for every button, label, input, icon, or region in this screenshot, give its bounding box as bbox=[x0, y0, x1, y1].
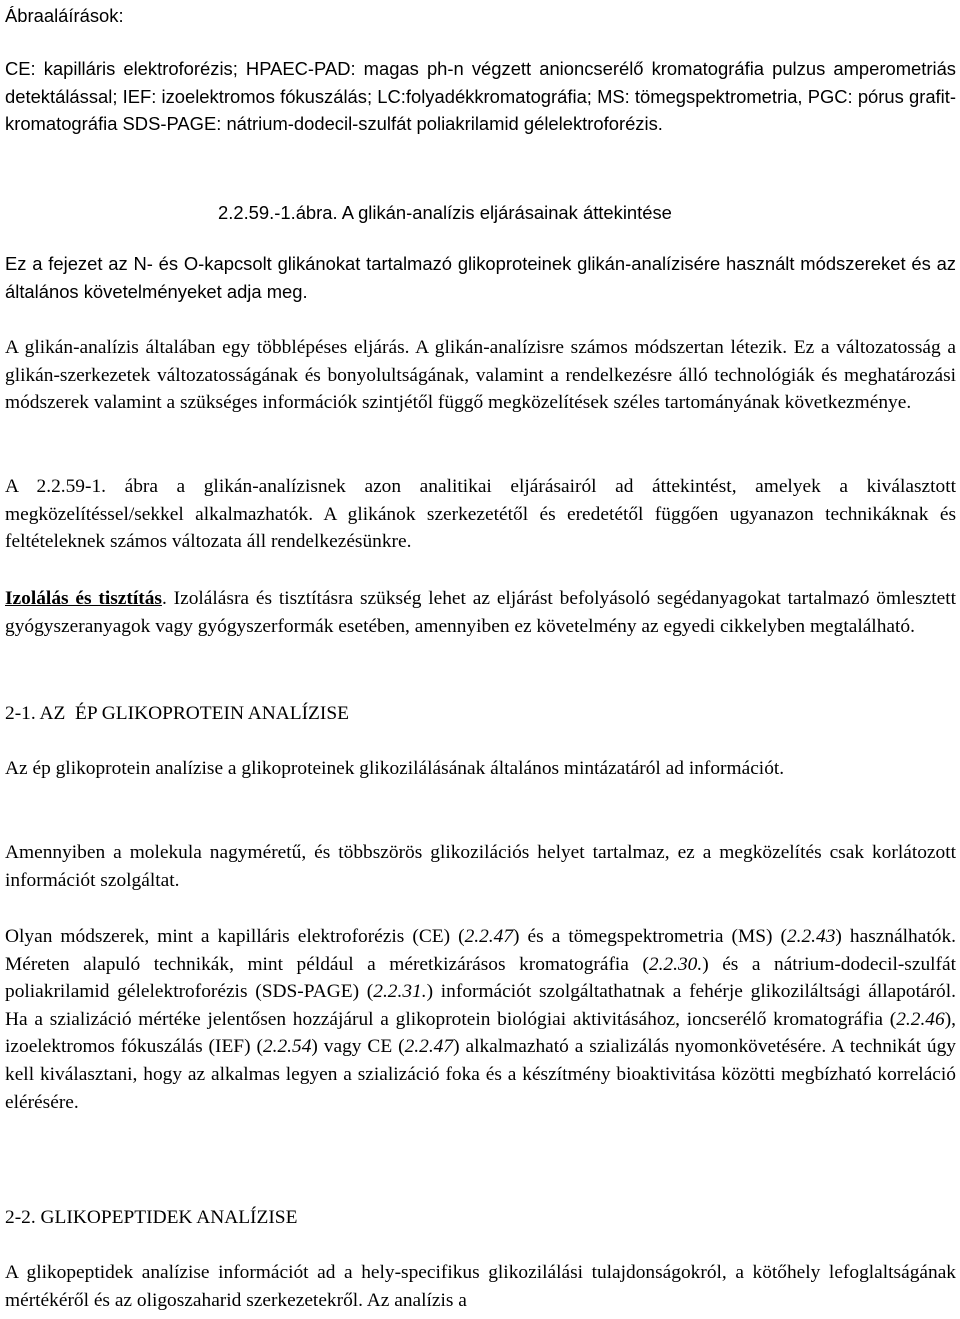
paragraph-fejezet-text: Ez a fejezet az N- és O-kapcsolt glikánokat tartalmazó glikoproteinek glikán-analízisére használt módszereket és az általános követelményeket adja meg. bbox=[5, 253, 956, 302]
olyan-ref-5: 2.2.46 bbox=[896, 1008, 945, 1030]
olyan-text-6: ), izoelektromos fókuszálás (IEF) ( bbox=[5, 1008, 956, 1058]
paragraph-tobblepeses-text: A glikán-analízis általában egy többlépéses eljárás. A glikán-analízisre számos módszertan létezik. Ez a változatosság a glikán-szerkezetek változatosságának és bonyolultságának, valamint a rendelkezésre álló technológiák és meghatározási módszerek valamint a szükséges információk szintjétől függő megközelítések széles tartományának következménye. bbox=[5, 337, 956, 414]
olyan-text-7: ) vagy CE ( bbox=[311, 1036, 405, 1058]
paragraph-amennyiben bbox=[5, 839, 956, 894]
captions-text: CE: kapilláris elektroforézis; HPAEC-PAD: magas ph-n végzett anioncserélő kromatográfia pulzus amperometriás detektálással; IEF: izoelektromos fókuszálás; LC:folyadékkromatográfia; MS: tömegspektrometria, PGC: pórus grafit-kromatográfia SDS-PAGE: nátrium-dodecil-szulfát poliakrilamid gélelektroforézis. bbox=[5, 58, 956, 135]
figure-title: A glikán-analízis eljárásainak áttekintése bbox=[337, 202, 672, 223]
figure-number: 2.2.59.-1.ábra. bbox=[218, 202, 338, 223]
olyan-text-5: ) információt szolgáltathatnak a fehérje glikoziláltsági állapotáról. Ha a szializáció mértéke jelentősen hozzájárul a glikoprotein biológiai aktivitásához, ioncserélő kromatográfia ( bbox=[5, 981, 956, 1030]
paragraph-glikopeptid-text: A glikopeptidek analízise információt ad a hely-specifikus glikozilálási tulajdonságokról, a kötőhely lefoglaltságának mértékéről és az oligoszaharid szerkezetekről. Az analízis a bbox=[5, 1262, 956, 1311]
paragraph-abra bbox=[5, 473, 956, 556]
paragraph-izolalas bbox=[5, 585, 956, 640]
section-heading-2-2 bbox=[5, 1204, 956, 1232]
heading-2-2: 2-2. GLIKOPEPTIDEK ANALÍZISE bbox=[5, 1207, 298, 1228]
olyan-ref-6: 2.2.54 bbox=[262, 1036, 312, 1058]
paragraph-fejezet bbox=[5, 250, 956, 305]
paragraph-amennyiben-text: Amennyiben a molekula nagyméretű, és többszörös glikozilációs helyet tartalmaz, ez a megközelítés csak korlátozott információt szolgáltat. bbox=[5, 842, 956, 891]
captions-block bbox=[5, 55, 956, 138]
olyan-ref-4: 2.2.31. bbox=[373, 981, 427, 1003]
olyan-ref-1: 2.2.47 bbox=[464, 926, 514, 947]
figure-caption bbox=[218, 199, 672, 227]
paragraph-ep-glikoprotein-text: Az ép glikoprotein analízise a glikoproteinek glikozilálásának általános mintázatáról ad információt. bbox=[5, 758, 785, 779]
captions-title: Ábraaláírások: bbox=[5, 5, 124, 26]
izolalas-dot: . bbox=[161, 588, 167, 609]
heading-2-1: 2-1. AZ ÉP GLIKOPROTEIN ANALÍZISE bbox=[5, 703, 349, 724]
paragraph-olyan bbox=[5, 923, 956, 1116]
olyan-text-4: ) és a nátrium-dodecil-szulfát poliakrilamid gélelektroforézis (SDS-PAGE) ( bbox=[5, 953, 956, 1003]
paragraph-tobblepeses bbox=[5, 334, 956, 417]
section-heading-2-1 bbox=[5, 700, 956, 728]
olyan-text-1: Olyan módszerek, mint a kapilláris elektroforézis (CE) ( bbox=[5, 926, 465, 947]
olyan-text-3: ) használhatók. Méreten alapuló technikák, mint például a méretkizárásos kromatográfia ( bbox=[5, 926, 956, 975]
izolalas-body: Izolálásra és tisztításra szükség lehet az eljárást befolyásoló segédanyagokat tartalmazó ömlesztett gyógyszeranyagok vagy gyógyszerformák esetében, amennyiben ez követelmény az egyedi cikkelyben megtalálható. bbox=[5, 588, 957, 637]
paragraph-izolalas-text bbox=[5, 585, 956, 640]
paragraph-abra-text: A 2.2.59-1. ábra a glikán-analízisnek azon analitikai eljárásairól ad áttekintést, amelyek a kiválasztott megközelítéssel/sekkel alkalmazhatók. A glikánok szerkezetétől és eredetétől függően ugyanazon technikáknak és feltételeknek számos változata áll rendelkezésünkre. bbox=[5, 476, 956, 553]
izolalas-label: Izolálás és tisztítás bbox=[5, 588, 162, 609]
olyan-ref-7: 2.2.47 bbox=[404, 1036, 454, 1058]
olyan-ref-2: 2.2.43 bbox=[786, 926, 836, 947]
paragraph-ep-glikoprotein bbox=[5, 755, 956, 783]
olyan-ref-3: 2.2.30. bbox=[648, 953, 703, 975]
olyan-text-8: ) alkalmazható a szializálás nyomonkövetésére. A technikát úgy kell kiválasztani, hogy az alkalmas legyen a szializáció foka és a készítmény bioaktivitása közötti megbízható korreláció elérésére. bbox=[5, 1036, 956, 1113]
paragraph-olyan-text bbox=[5, 923, 956, 1116]
olyan-text-2: ) és a tömegspektrometria (MS) ( bbox=[513, 926, 787, 947]
paragraph-glikopeptid bbox=[5, 1259, 956, 1314]
